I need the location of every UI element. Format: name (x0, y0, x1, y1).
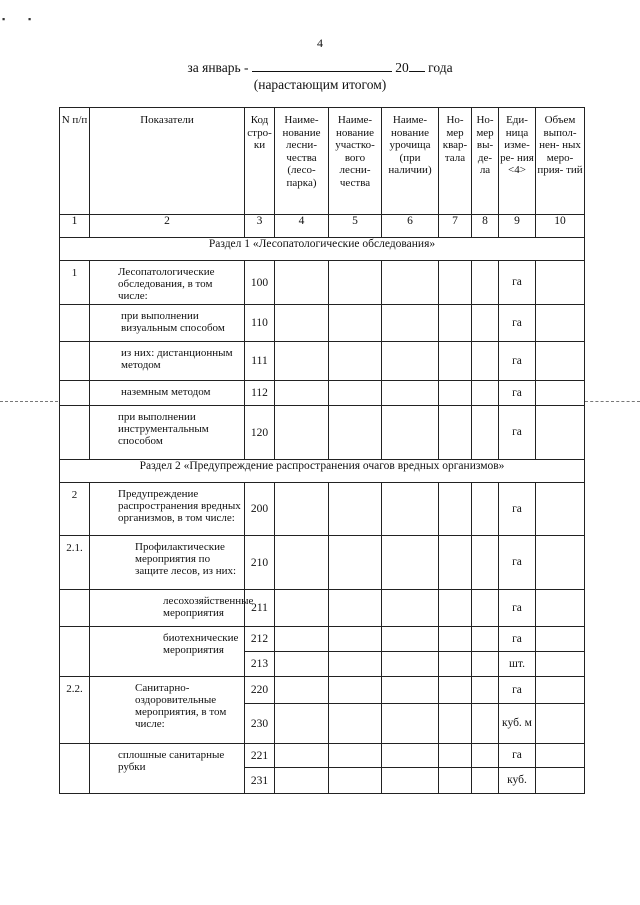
row-label: сплошные санитарные рубки (90, 744, 245, 794)
data-cell[interactable] (275, 305, 329, 342)
row-code: 111 (245, 342, 275, 381)
data-cell[interactable] (439, 744, 472, 768)
data-cell[interactable] (472, 590, 499, 627)
scan-mark: ▪ (28, 14, 32, 24)
year-prefix: 20 (395, 60, 409, 75)
data-cell[interactable] (536, 744, 585, 768)
data-cell[interactable] (472, 261, 499, 305)
data-cell[interactable] (536, 342, 585, 381)
data-cell[interactable] (536, 704, 585, 744)
data-cell[interactable] (536, 483, 585, 536)
data-cell[interactable] (275, 381, 329, 406)
table-row (60, 381, 585, 406)
row-code: 110 (245, 305, 275, 342)
col-header-indicators: Показатели (90, 108, 245, 215)
data-cell[interactable] (275, 590, 329, 627)
data-cell[interactable] (536, 536, 585, 590)
data-cell[interactable] (439, 406, 472, 460)
data-cell[interactable] (382, 483, 439, 536)
column-numbers-row (60, 215, 585, 238)
row-label: при выполнении визуальным способом (90, 305, 245, 342)
data-cell[interactable] (472, 536, 499, 590)
data-cell[interactable] (439, 261, 472, 305)
data-cell[interactable] (439, 768, 472, 794)
data-cell[interactable] (536, 406, 585, 460)
row-code: 220 (245, 677, 275, 704)
row-number: 1 (60, 261, 90, 305)
data-cell[interactable] (472, 342, 499, 381)
row-label: из них: дистанционным методом (90, 342, 245, 381)
data-cell[interactable] (329, 305, 382, 342)
section-title: Раздел 2 «Предупреждение распространения очагов вредных организмов» (60, 460, 585, 483)
section-row (60, 238, 585, 261)
data-cell[interactable] (382, 652, 439, 677)
row-label: лесохозяйственные мероприятия (90, 590, 245, 627)
row-code: 230 (245, 704, 275, 744)
table-header-row (60, 108, 585, 215)
data-cell[interactable] (329, 342, 382, 381)
row-code: 212 (245, 627, 275, 652)
row-unit: шт. (499, 652, 536, 677)
data-cell[interactable] (329, 406, 382, 460)
col-header-forestry: Наиме- нование лесни- чества (лесо- парка) (275, 108, 329, 215)
data-cell[interactable] (439, 342, 472, 381)
row-number-empty (60, 342, 90, 381)
data-cell[interactable] (439, 627, 472, 652)
data-cell[interactable] (275, 627, 329, 652)
data-cell[interactable] (382, 261, 439, 305)
row-unit: га (499, 305, 536, 342)
row-code: 200 (245, 483, 275, 536)
table-row (60, 536, 585, 590)
data-cell[interactable] (472, 768, 499, 794)
period-prefix: за январь - (187, 60, 249, 75)
data-cell[interactable] (439, 652, 472, 677)
data-cell[interactable] (472, 744, 499, 768)
row-number: 2.2. (60, 677, 90, 744)
row-label: Предупреждение распространения вредных организмов, в том числе: (90, 483, 245, 536)
scan-mark: ▪ (2, 14, 6, 24)
column-number: 4 (275, 215, 329, 238)
row-code: 221 (245, 744, 275, 768)
data-cell[interactable] (536, 652, 585, 677)
data-cell[interactable] (382, 342, 439, 381)
data-cell[interactable] (472, 627, 499, 652)
data-cell[interactable] (275, 704, 329, 744)
data-cell[interactable] (382, 406, 439, 460)
data-cell[interactable] (275, 744, 329, 768)
col-header-unit: Еди- ница изме- ре- ния <4> (499, 108, 536, 215)
row-code: 100 (245, 261, 275, 305)
data-cell[interactable] (329, 677, 382, 704)
data-cell[interactable] (536, 627, 585, 652)
data-cell[interactable] (382, 381, 439, 406)
row-number: 2 (60, 483, 90, 536)
row-code: 210 (245, 536, 275, 590)
table-row (60, 627, 585, 652)
row-label: Лесопатологические обследования, в том числе: (90, 261, 245, 305)
data-cell[interactable] (329, 536, 382, 590)
data-cell[interactable] (329, 627, 382, 652)
col-header-volume: Объем выпол- нен- ных меро- прия- тий (536, 108, 585, 215)
data-cell[interactable] (382, 768, 439, 794)
data-cell[interactable] (439, 704, 472, 744)
row-label: Профилактические мероприятия по защите лесов, из них: (90, 536, 245, 590)
row-code: 120 (245, 406, 275, 460)
table-row (60, 406, 585, 460)
row-unit: куб. (499, 768, 536, 794)
row-unit: га (499, 483, 536, 536)
data-cell[interactable] (536, 768, 585, 794)
data-cell[interactable] (275, 261, 329, 305)
data-cell[interactable] (536, 305, 585, 342)
row-code: 112 (245, 381, 275, 406)
row-number: 2.1. (60, 536, 90, 590)
column-number: 9 (499, 215, 536, 238)
column-number: 3 (245, 215, 275, 238)
row-code: 211 (245, 590, 275, 627)
data-cell[interactable] (439, 483, 472, 536)
data-cell[interactable] (329, 744, 382, 768)
data-cell[interactable] (536, 381, 585, 406)
col-header-num: N п/п (60, 108, 90, 215)
data-cell[interactable] (329, 704, 382, 744)
data-cell[interactable] (382, 627, 439, 652)
data-cell[interactable] (329, 381, 382, 406)
data-cell[interactable] (439, 677, 472, 704)
data-cell[interactable] (382, 590, 439, 627)
row-unit: га (499, 261, 536, 305)
data-cell[interactable] (275, 768, 329, 794)
data-cell[interactable] (439, 305, 472, 342)
table-row (60, 677, 585, 704)
section-title: Раздел 1 «Лесопатологические обследования» (60, 238, 585, 261)
row-label: при выполнении инструментальным способом (90, 406, 245, 460)
data-cell[interactable] (275, 342, 329, 381)
row-unit: га (499, 342, 536, 381)
page-number: 4 (317, 36, 323, 50)
row-unit: га (499, 590, 536, 627)
row-label: биотехнические мероприятия (90, 627, 245, 677)
row-number-empty (60, 305, 90, 342)
data-cell[interactable] (439, 536, 472, 590)
col-header-district-forestry: Наиме- нование участко- вого лесни- чества (329, 108, 382, 215)
row-unit: га (499, 627, 536, 652)
row-unit: га (499, 536, 536, 590)
column-number: 8 (472, 215, 499, 238)
col-header-quarter: Но- мер квар- тала (439, 108, 472, 215)
data-cell[interactable] (472, 677, 499, 704)
row-unit: га (499, 744, 536, 768)
row-unit: куб. м (499, 704, 536, 744)
data-cell[interactable] (536, 677, 585, 704)
table-row (60, 483, 585, 536)
row-number-empty (60, 406, 90, 460)
table-row (60, 261, 585, 305)
report-table (59, 107, 585, 794)
column-number: 10 (536, 215, 585, 238)
data-cell[interactable] (472, 704, 499, 744)
column-number: 1 (60, 215, 90, 238)
row-label: наземным методом (90, 381, 245, 406)
year-suffix: года (428, 60, 453, 75)
table-row (60, 744, 585, 768)
data-cell[interactable] (275, 483, 329, 536)
row-number-empty (60, 744, 90, 794)
data-cell[interactable] (329, 768, 382, 794)
column-number: 2 (90, 215, 245, 238)
data-cell[interactable] (275, 536, 329, 590)
data-cell[interactable] (439, 590, 472, 627)
data-cell[interactable] (275, 652, 329, 677)
row-code: 213 (245, 652, 275, 677)
column-number: 5 (329, 215, 382, 238)
data-cell[interactable] (275, 677, 329, 704)
fold-mark-left (0, 401, 58, 402)
fold-mark-right (585, 401, 640, 402)
col-header-tract: Наиме- нование урочища (при наличии) (382, 108, 439, 215)
report-subtitle: (нарастающим итогом) (253, 77, 387, 92)
data-cell[interactable] (536, 261, 585, 305)
data-cell[interactable] (439, 381, 472, 406)
data-cell[interactable] (472, 406, 499, 460)
data-cell[interactable] (382, 305, 439, 342)
row-number-empty (60, 381, 90, 406)
row-number-empty (60, 627, 90, 677)
row-code: 231 (245, 768, 275, 794)
data-cell[interactable] (275, 406, 329, 460)
data-cell[interactable] (329, 483, 382, 536)
data-cell[interactable] (382, 536, 439, 590)
data-cell[interactable] (472, 483, 499, 536)
row-unit: га (499, 381, 536, 406)
table-row (60, 590, 585, 627)
data-cell[interactable] (536, 590, 585, 627)
data-cell[interactable] (382, 744, 439, 768)
report-period-line (0, 59, 640, 76)
col-header-allotment: Но- мер вы- де- ла (472, 108, 499, 215)
year-blank-field[interactable] (409, 59, 425, 72)
data-cell[interactable] (329, 261, 382, 305)
data-cell[interactable] (472, 381, 499, 406)
period-blank-field[interactable] (252, 59, 392, 72)
data-cell[interactable] (472, 652, 499, 677)
data-cell[interactable] (382, 704, 439, 744)
table-row (60, 305, 585, 342)
row-label: Санитарно- оздоровительные мероприятия, в том числе: (90, 677, 245, 744)
data-cell[interactable] (472, 305, 499, 342)
data-cell[interactable] (382, 677, 439, 704)
data-cell[interactable] (329, 652, 382, 677)
column-number: 6 (382, 215, 439, 238)
row-number-empty (60, 590, 90, 627)
col-header-code: Код стро- ки (245, 108, 275, 215)
section-row (60, 460, 585, 483)
row-unit: га (499, 406, 536, 460)
data-cell[interactable] (329, 590, 382, 627)
table-row (60, 342, 585, 381)
row-unit: га (499, 677, 536, 704)
column-number: 7 (439, 215, 472, 238)
